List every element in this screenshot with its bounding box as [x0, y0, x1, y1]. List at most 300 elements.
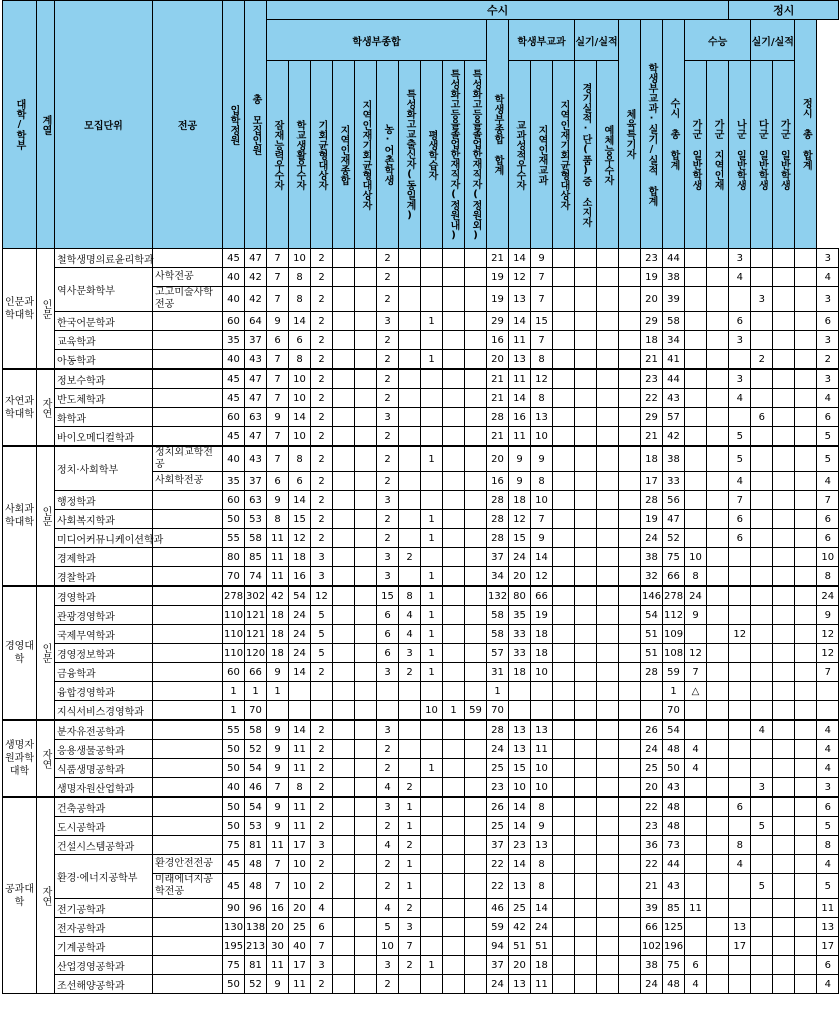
value-cell: 48 [245, 874, 267, 899]
value-cell [465, 350, 487, 370]
value-cell [333, 369, 355, 389]
value-cell [333, 510, 355, 529]
value-cell [751, 586, 773, 606]
value-cell: 54 [245, 797, 267, 817]
value-cell: 50 [223, 510, 245, 529]
value-cell: 2 [311, 491, 333, 510]
value-cell [751, 899, 773, 918]
value-cell: 48 [245, 855, 267, 874]
value-cell [619, 701, 641, 721]
header-total-recruit: 총 모집인원 [245, 1, 267, 249]
value-cell [751, 548, 773, 567]
value-cell: 48 [663, 817, 685, 836]
value-cell [553, 975, 575, 994]
header-n5: 가군 일반학생 [773, 61, 795, 249]
value-cell [619, 529, 641, 548]
value-cell: 110 [223, 606, 245, 625]
value-cell: 34 [663, 331, 685, 350]
value-cell: 66 [245, 663, 267, 682]
unit-name: 융합경영학과 [55, 682, 153, 701]
value-cell [333, 874, 355, 899]
value-cell: 2 [377, 389, 399, 408]
value-cell: 96 [245, 899, 267, 918]
value-cell [619, 472, 641, 491]
value-cell: 1 [421, 586, 443, 606]
value-cell [707, 586, 729, 606]
value-cell [553, 472, 575, 491]
value-cell [773, 287, 795, 312]
value-cell: 3 [399, 918, 421, 937]
value-cell [575, 287, 597, 312]
value-cell: 5 [817, 427, 839, 447]
value-cell: 10 [377, 937, 399, 956]
value-cell: 74 [245, 567, 267, 587]
value-cell [399, 701, 421, 721]
value-cell: 51 [509, 937, 531, 956]
value-cell [751, 836, 773, 855]
value-cell [553, 899, 575, 918]
value-cell [553, 817, 575, 836]
value-cell [707, 369, 729, 389]
value-cell: 59 [487, 918, 509, 937]
value-cell: 6 [729, 529, 751, 548]
major-name: 미래에너지공학전공 [153, 874, 223, 899]
value-cell [465, 797, 487, 817]
value-cell [553, 408, 575, 427]
value-cell: 54 [245, 759, 267, 778]
value-cell: 5 [311, 606, 333, 625]
value-cell: 9 [267, 663, 289, 682]
value-cell: 110 [223, 644, 245, 663]
value-cell [575, 874, 597, 899]
value-cell: 20 [267, 918, 289, 937]
value-cell [751, 956, 773, 975]
value-cell: 2 [311, 874, 333, 899]
value-cell [399, 312, 421, 331]
value-cell: 11 [685, 899, 707, 918]
table-row [3, 682, 839, 701]
value-cell [751, 491, 773, 510]
value-cell: 3 [311, 836, 333, 855]
value-cell [575, 350, 597, 370]
value-cell [773, 369, 795, 389]
value-cell: 11 [509, 369, 531, 389]
major-name: 사학전공 [153, 268, 223, 287]
value-cell: 5 [817, 817, 839, 836]
value-cell [773, 491, 795, 510]
value-cell [707, 249, 729, 268]
value-cell: 2 [311, 472, 333, 491]
value-cell: 40 [223, 350, 245, 370]
value-cell: 4 [817, 472, 839, 491]
value-cell: 7 [685, 663, 707, 682]
value-cell [751, 389, 773, 408]
value-cell [575, 937, 597, 956]
value-cell [751, 701, 773, 721]
value-cell: 1 [223, 682, 245, 701]
value-cell: 1 [487, 682, 509, 701]
value-cell: 3 [311, 548, 333, 567]
value-cell [333, 740, 355, 759]
value-cell [795, 797, 817, 817]
value-cell: 20 [641, 778, 663, 798]
value-cell: 4 [729, 389, 751, 408]
value-cell [619, 778, 641, 798]
value-cell: 24 [641, 740, 663, 759]
value-cell [619, 312, 641, 331]
value-cell: 2 [311, 759, 333, 778]
value-cell [751, 759, 773, 778]
value-cell [575, 331, 597, 350]
value-cell [355, 331, 377, 350]
value-cell [707, 606, 729, 625]
value-cell: 54 [663, 720, 685, 740]
value-cell [773, 778, 795, 798]
value-cell: 15 [377, 586, 399, 606]
value-cell [685, 472, 707, 491]
value-cell [421, 472, 443, 491]
value-cell: 37 [487, 956, 509, 975]
table-row [3, 389, 839, 408]
value-cell [795, 567, 817, 587]
header-jeongsi-total: 정시 총 합계 [795, 20, 817, 249]
value-cell [597, 472, 619, 491]
value-cell: 5 [751, 817, 773, 836]
value-cell [399, 331, 421, 350]
value-cell [355, 701, 377, 721]
value-cell [443, 720, 465, 740]
college-name: 사회과학대학 [3, 446, 37, 586]
value-cell: 7 [267, 446, 289, 472]
value-cell [465, 817, 487, 836]
value-cell [729, 701, 751, 721]
value-cell: 9 [531, 249, 553, 268]
value-cell: 10 [289, 855, 311, 874]
value-cell [795, 446, 817, 472]
value-cell [795, 663, 817, 682]
value-cell [707, 408, 729, 427]
value-cell: 4 [729, 268, 751, 287]
value-cell: 85 [663, 899, 685, 918]
unit-name: 기계공학과 [55, 937, 153, 956]
value-cell [685, 287, 707, 312]
value-cell [333, 268, 355, 287]
value-cell [355, 855, 377, 874]
value-cell: 8 [531, 874, 553, 899]
value-cell: 15 [509, 759, 531, 778]
value-cell: 11 [267, 836, 289, 855]
value-cell: 11 [267, 548, 289, 567]
header-susi: 수시 [267, 1, 729, 20]
value-cell: 58 [245, 529, 267, 548]
value-cell: 37 [245, 472, 267, 491]
value-cell [773, 899, 795, 918]
value-cell: 40 [289, 937, 311, 956]
value-cell [355, 874, 377, 899]
value-cell [795, 472, 817, 491]
value-cell: 75 [223, 956, 245, 975]
value-cell [707, 287, 729, 312]
value-cell [597, 899, 619, 918]
value-cell [575, 899, 597, 918]
value-cell [333, 331, 355, 350]
major-name [153, 625, 223, 644]
value-cell [355, 446, 377, 472]
value-cell: 10 [509, 778, 531, 798]
value-cell: 5 [311, 644, 333, 663]
value-cell: 3 [377, 956, 399, 975]
value-cell: 28 [487, 720, 509, 740]
table-row [3, 720, 839, 740]
value-cell [751, 644, 773, 663]
header-c9: 특성화고등을졸업한재직자(정원내) [443, 61, 465, 249]
major-name [153, 369, 223, 389]
value-cell [795, 389, 817, 408]
value-cell [465, 567, 487, 587]
value-cell: 12 [817, 625, 839, 644]
value-cell: 7 [311, 937, 333, 956]
value-cell [685, 427, 707, 447]
value-cell [443, 491, 465, 510]
value-cell [685, 331, 707, 350]
value-cell [773, 937, 795, 956]
value-cell [619, 720, 641, 740]
value-cell [597, 446, 619, 472]
value-cell [729, 874, 751, 899]
value-cell [399, 287, 421, 312]
value-cell [575, 249, 597, 268]
value-cell [619, 369, 641, 389]
value-cell: 50 [223, 740, 245, 759]
header-n2: 가군 지역인재 [707, 61, 729, 249]
value-cell [795, 817, 817, 836]
value-cell [355, 249, 377, 268]
value-cell [619, 797, 641, 817]
value-cell [421, 937, 443, 956]
value-cell [751, 268, 773, 287]
value-cell: 57 [487, 644, 509, 663]
value-cell: 85 [245, 548, 267, 567]
value-cell [465, 529, 487, 548]
value-cell: 7 [531, 287, 553, 312]
header-c4: 지역인재종합 [333, 61, 355, 249]
value-cell [575, 567, 597, 587]
value-cell [641, 701, 663, 721]
value-cell: 8 [289, 446, 311, 472]
value-cell [553, 249, 575, 268]
value-cell [465, 778, 487, 798]
value-cell [421, 389, 443, 408]
value-cell [729, 975, 751, 994]
value-cell [333, 720, 355, 740]
value-cell [575, 510, 597, 529]
value-cell [553, 956, 575, 975]
value-cell: 43 [245, 446, 267, 472]
value-cell [355, 369, 377, 389]
value-cell: 7 [267, 389, 289, 408]
value-cell: 59 [465, 701, 487, 721]
value-cell [751, 529, 773, 548]
value-cell [443, 350, 465, 370]
value-cell [817, 701, 839, 721]
value-cell [619, 644, 641, 663]
value-cell [443, 287, 465, 312]
value-cell: 4 [377, 778, 399, 798]
value-cell: 138 [245, 918, 267, 937]
unit-name: 역사문화학부 [55, 268, 153, 312]
value-cell [355, 797, 377, 817]
value-cell [707, 759, 729, 778]
major-name [153, 918, 223, 937]
header-practical2: 실기/실적 [751, 20, 795, 61]
value-cell: 3 [751, 778, 773, 798]
value-cell: 4 [377, 899, 399, 918]
header-student-record-subject: 학생부교과 [509, 20, 575, 61]
value-cell: 8 [267, 510, 289, 529]
value-cell: 3 [377, 408, 399, 427]
unit-name: 건축공학과 [55, 797, 153, 817]
value-cell: 121 [245, 606, 267, 625]
header-field: 계열 [37, 1, 55, 249]
value-cell [795, 855, 817, 874]
unit-name: 화학과 [55, 408, 153, 427]
value-cell [597, 644, 619, 663]
value-cell [597, 331, 619, 350]
value-cell [399, 446, 421, 472]
value-cell: 14 [509, 797, 531, 817]
value-cell: 43 [245, 350, 267, 370]
value-cell [685, 369, 707, 389]
value-cell: 33 [509, 644, 531, 663]
value-cell [575, 606, 597, 625]
value-cell: 10 [289, 369, 311, 389]
value-cell [311, 682, 333, 701]
value-cell [553, 287, 575, 312]
value-cell: 33 [663, 472, 685, 491]
value-cell: 16 [487, 472, 509, 491]
value-cell [795, 491, 817, 510]
value-cell: 66 [531, 586, 553, 606]
value-cell [465, 472, 487, 491]
value-cell [333, 644, 355, 663]
value-cell: 51 [641, 644, 663, 663]
value-cell: 57 [663, 408, 685, 427]
value-cell: 6 [729, 312, 751, 331]
value-cell: 6 [267, 331, 289, 350]
value-cell: 50 [223, 975, 245, 994]
table-row [3, 817, 839, 836]
value-cell: 7 [267, 427, 289, 447]
value-cell [575, 759, 597, 778]
value-cell: 2 [311, 446, 333, 472]
value-cell: 7 [817, 663, 839, 682]
value-cell [707, 548, 729, 567]
value-cell [399, 369, 421, 389]
value-cell [553, 606, 575, 625]
value-cell: 38 [641, 956, 663, 975]
value-cell: 11 [817, 899, 839, 918]
value-cell [421, 874, 443, 899]
table-row [3, 625, 839, 644]
value-cell: 63 [245, 408, 267, 427]
value-cell: 28 [487, 510, 509, 529]
value-cell [751, 625, 773, 644]
value-cell: 54 [289, 586, 311, 606]
value-cell: 3 [817, 287, 839, 312]
value-cell [443, 625, 465, 644]
value-cell [597, 625, 619, 644]
value-cell: 2 [311, 369, 333, 389]
unit-name: 경영정보학과 [55, 644, 153, 663]
value-cell: 35 [223, 331, 245, 350]
value-cell: 3 [377, 567, 399, 587]
value-cell: 2 [399, 956, 421, 975]
value-cell [773, 740, 795, 759]
value-cell [399, 427, 421, 447]
value-cell: 14 [509, 855, 531, 874]
unit-name: 경찰학과 [55, 567, 153, 587]
value-cell [355, 817, 377, 836]
major-name: 환경안전전공 [153, 855, 223, 874]
value-cell [553, 625, 575, 644]
value-cell: 39 [641, 899, 663, 918]
value-cell: 2 [377, 287, 399, 312]
header-unit: 모집단위 [55, 1, 153, 249]
value-cell [707, 778, 729, 798]
value-cell: 19 [487, 287, 509, 312]
value-cell [443, 682, 465, 701]
value-cell: △ [685, 682, 707, 701]
value-cell [795, 644, 817, 663]
value-cell: 4 [817, 720, 839, 740]
unit-name: 관광경영학과 [55, 606, 153, 625]
value-cell [355, 548, 377, 567]
value-cell [597, 312, 619, 331]
value-cell: 30 [267, 937, 289, 956]
value-cell [795, 287, 817, 312]
value-cell [773, 446, 795, 472]
value-cell: 16 [487, 331, 509, 350]
value-cell: 70 [663, 701, 685, 721]
value-cell: 3 [817, 249, 839, 268]
value-cell [575, 625, 597, 644]
value-cell [729, 778, 751, 798]
value-cell [685, 918, 707, 937]
value-cell: 11 [289, 759, 311, 778]
value-cell: 23 [641, 369, 663, 389]
value-cell: 2 [377, 874, 399, 899]
value-cell: 3 [377, 797, 399, 817]
value-cell: 19 [487, 268, 509, 287]
value-cell: 5 [311, 625, 333, 644]
value-cell: 2 [311, 249, 333, 268]
value-cell: 5 [729, 427, 751, 447]
value-cell: 25 [289, 918, 311, 937]
value-cell: 7 [267, 855, 289, 874]
value-cell: 33 [509, 625, 531, 644]
value-cell [333, 446, 355, 472]
value-cell: 1 [421, 446, 443, 472]
value-cell [553, 759, 575, 778]
value-cell [619, 491, 641, 510]
value-cell [751, 855, 773, 874]
value-cell [707, 975, 729, 994]
value-cell [707, 567, 729, 587]
value-cell [729, 586, 751, 606]
field-name: 인문 [37, 249, 55, 370]
value-cell [553, 312, 575, 331]
value-cell: 1 [245, 682, 267, 701]
